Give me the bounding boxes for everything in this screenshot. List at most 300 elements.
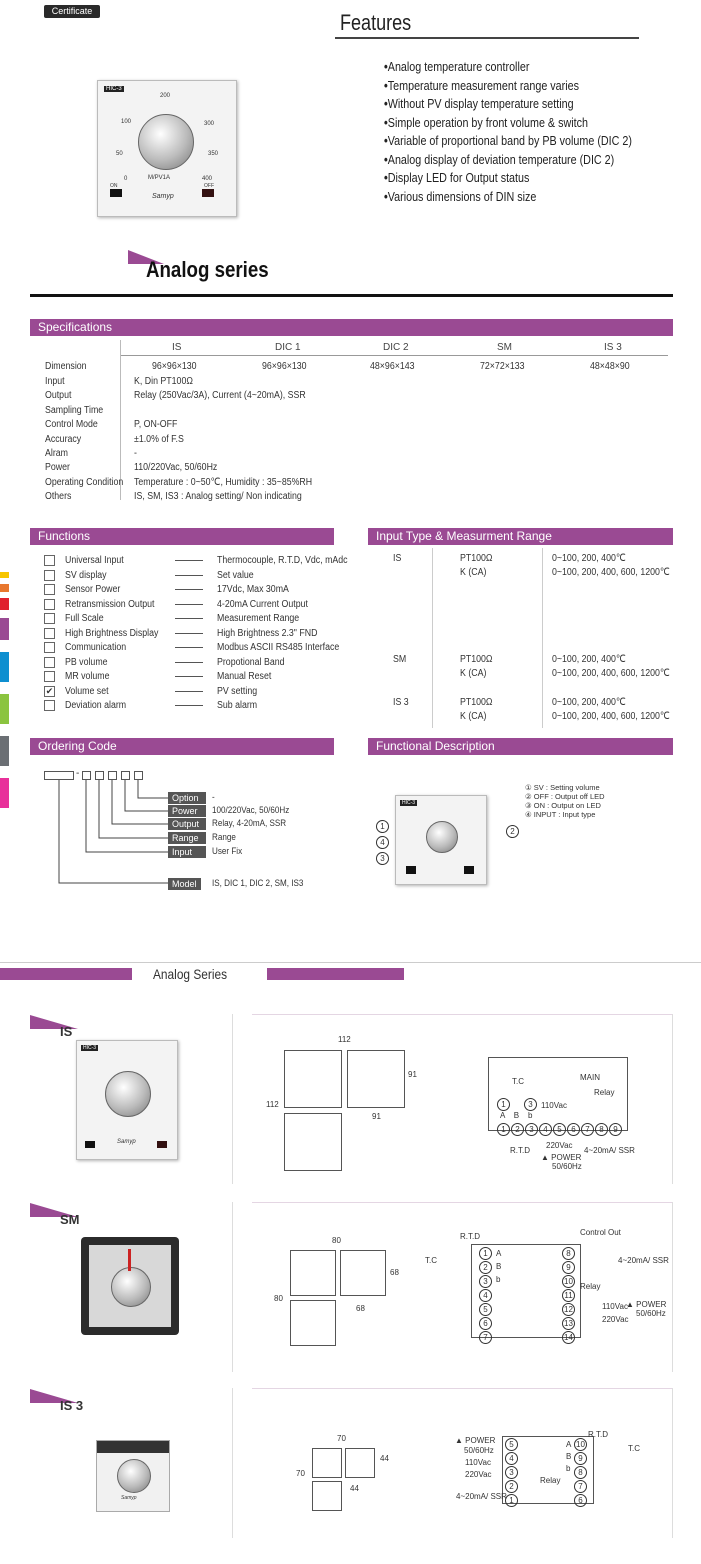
model-sm-section bbox=[0, 1188, 701, 1378]
function-dash bbox=[175, 604, 203, 605]
dim-box bbox=[345, 1448, 375, 1478]
function-checkbox[interactable] bbox=[44, 570, 55, 581]
function-name: Retransmission Output bbox=[65, 598, 155, 610]
scale-label: 400 bbox=[202, 176, 213, 182]
analog-series-bar-right bbox=[267, 968, 404, 980]
wiring-terminal: 2 bbox=[511, 1123, 524, 1136]
feature-item: • Analog temperature controller bbox=[384, 58, 632, 77]
scale-label: 100 bbox=[121, 119, 132, 125]
features-divider bbox=[335, 37, 639, 39]
spec-dim: 96×96×130 bbox=[262, 361, 307, 372]
function-checkbox[interactable] bbox=[44, 628, 55, 639]
setting-knob[interactable] bbox=[138, 114, 194, 170]
functional-device bbox=[395, 795, 487, 885]
led-on bbox=[406, 866, 416, 874]
strip-purple bbox=[0, 618, 9, 640]
ordering-desc: Range bbox=[212, 832, 236, 842]
note: ② OFF : Output off LED bbox=[525, 792, 605, 801]
spec-label: Input bbox=[45, 376, 65, 387]
input-type: K (CA) bbox=[460, 567, 487, 578]
function-name: Sensor Power bbox=[65, 584, 121, 596]
wiring-110: 110Vac bbox=[541, 1101, 567, 1110]
wiring-tc: T.C bbox=[512, 1077, 524, 1086]
wiring-terminal: 1 bbox=[505, 1494, 518, 1507]
ordering-header: Ordering Code bbox=[30, 738, 334, 755]
input-type: PT100Ω bbox=[460, 553, 493, 564]
wiring-terminal: 2 bbox=[479, 1261, 492, 1274]
spec-col-head: SM bbox=[497, 342, 512, 353]
wiring-terminal: 3 bbox=[524, 1098, 537, 1111]
dim-box bbox=[347, 1050, 405, 1108]
code-dash: - bbox=[76, 768, 80, 779]
scale-label: 350 bbox=[208, 151, 219, 157]
strip-green bbox=[0, 694, 9, 724]
spec-value: 110/220Vac, 50/60Hz bbox=[134, 462, 218, 474]
function-desc: High Brightness 2.3" FND bbox=[217, 627, 318, 639]
spec-col-head: DIC 1 bbox=[275, 342, 301, 353]
wiring-rtd: R.T.D bbox=[510, 1146, 530, 1155]
wiring-rtd: R.T.D bbox=[460, 1232, 480, 1241]
spec-col-head: IS 3 bbox=[604, 342, 622, 353]
led-on-label: ON bbox=[110, 183, 118, 189]
wiring-terminal: 3 bbox=[479, 1275, 492, 1288]
wiring-a: A bbox=[496, 1249, 502, 1258]
wiring-rtd: R.T.D bbox=[588, 1430, 608, 1439]
function-desc: 17Vdc, Max 30mA bbox=[217, 584, 289, 596]
wiring-terminal: 14 bbox=[562, 1331, 575, 1344]
ordering-desc: - bbox=[212, 792, 215, 802]
dim-top: 80 bbox=[332, 1236, 341, 1245]
dim-bottom: 91 bbox=[372, 1112, 381, 1121]
wiring-terminal: 1 bbox=[497, 1123, 510, 1136]
dim-box bbox=[284, 1050, 342, 1108]
wiring-terminal: 4 bbox=[539, 1123, 552, 1136]
wiring-terminal: 7 bbox=[574, 1480, 587, 1493]
function-checkbox[interactable] bbox=[44, 584, 55, 595]
wiring-left-terminals bbox=[479, 1247, 493, 1345]
setting-knob[interactable] bbox=[111, 1267, 151, 1307]
strip-gray bbox=[0, 736, 9, 766]
wiring-relay: Relay bbox=[540, 1476, 561, 1485]
wiring-control: Control Out bbox=[580, 1228, 621, 1237]
model-badge: HIC-3 bbox=[83, 1045, 97, 1051]
function-row bbox=[44, 642, 344, 657]
panel-rule bbox=[672, 1202, 673, 1372]
scale-label: 0 bbox=[124, 176, 128, 182]
spec-value: Relay (250Vac/3A), Current (4~20mA), SSR bbox=[134, 390, 306, 402]
wiring-power: ▲ POWER bbox=[541, 1153, 582, 1162]
function-dash bbox=[175, 589, 203, 590]
ordering-tag: Input bbox=[168, 846, 206, 858]
function-checkbox[interactable] bbox=[44, 700, 55, 711]
wiring-main: MAIN bbox=[580, 1073, 600, 1082]
function-desc: 4-20mA Current Output bbox=[217, 598, 308, 610]
function-desc: Propotional Band bbox=[217, 656, 285, 668]
power-label: POWER bbox=[465, 1436, 496, 1445]
spec-col-head: DIC 2 bbox=[383, 342, 409, 353]
product-image-sm bbox=[81, 1237, 179, 1335]
setting-knob[interactable] bbox=[117, 1459, 151, 1493]
function-name: Communication bbox=[65, 642, 127, 654]
callout-2: 2 bbox=[506, 825, 519, 838]
ordering-model-desc: IS, DIC 1, DIC 2, SM, IS3 bbox=[212, 878, 304, 888]
wiring-220: 220Vac bbox=[602, 1315, 629, 1324]
product-image-main bbox=[97, 80, 237, 217]
page-break-rule bbox=[0, 962, 701, 963]
function-desc: Measurement Range bbox=[217, 613, 300, 625]
function-checkbox[interactable] bbox=[44, 599, 55, 610]
feature-item: • Variable of proportional band by PB volume (DIC 2) bbox=[384, 132, 632, 151]
feature-item: • Various dimensions of DIN size bbox=[384, 188, 632, 207]
pointer bbox=[128, 1249, 131, 1271]
function-dash bbox=[175, 691, 203, 692]
wiring-b: B bbox=[566, 1452, 572, 1461]
spec-value: P, ON-OFF bbox=[134, 419, 178, 431]
feature-item: • Temperature measurement range varies bbox=[384, 77, 632, 96]
model-name: SM bbox=[60, 1212, 80, 1227]
function-row bbox=[44, 628, 344, 643]
dim-box bbox=[340, 1250, 386, 1296]
function-name: Universal Input bbox=[65, 555, 124, 567]
function-row bbox=[44, 700, 344, 715]
callout-1: 1 bbox=[376, 820, 389, 833]
spec-header-rule bbox=[120, 355, 668, 356]
function-row bbox=[44, 671, 344, 686]
function-checkbox[interactable] bbox=[44, 555, 55, 566]
panel-rule bbox=[232, 1014, 233, 1184]
certificate-badge[interactable]: Certificate bbox=[44, 5, 100, 18]
wiring-right-terminals bbox=[562, 1247, 576, 1345]
led-off bbox=[157, 1141, 167, 1148]
model-name: IS bbox=[60, 1024, 73, 1039]
wiring-terminal: 5 bbox=[505, 1438, 518, 1451]
wiring-terminal: 8 bbox=[595, 1123, 608, 1136]
panel-rule bbox=[252, 1202, 672, 1203]
wiring-tc: T.C bbox=[425, 1256, 437, 1265]
ordering-lines bbox=[40, 768, 180, 893]
is3-top bbox=[97, 1441, 169, 1453]
ordering-diagram bbox=[40, 768, 340, 898]
input-type: PT100Ω bbox=[460, 697, 493, 708]
brand-logo: Samyp bbox=[121, 1495, 137, 1501]
product-image-is3 bbox=[96, 1440, 170, 1512]
spec-dim: 48×48×90 bbox=[590, 361, 630, 372]
brand-logo: Samyp bbox=[152, 193, 174, 200]
dim-box bbox=[290, 1300, 336, 1346]
strip-blue bbox=[0, 652, 9, 682]
wiring-a: A bbox=[566, 1440, 572, 1449]
led-on bbox=[85, 1141, 95, 1148]
function-dash bbox=[175, 560, 203, 561]
function-row bbox=[44, 686, 344, 701]
side-color-strip bbox=[0, 572, 9, 827]
function-name: PB volume bbox=[65, 656, 108, 668]
function-row bbox=[44, 584, 344, 599]
wiring-terminal: 1 bbox=[497, 1098, 510, 1111]
wiring-ma: 4~20mA/ SSR bbox=[584, 1146, 635, 1155]
spec-label: Alram bbox=[45, 448, 68, 459]
input-type: PT100Ω bbox=[460, 654, 493, 665]
model-name: IS 3 bbox=[60, 1398, 84, 1413]
dim-right: 68 bbox=[390, 1268, 399, 1277]
wiring-terminal: 6 bbox=[574, 1494, 587, 1507]
ordering-desc: Relay, 4-20mA, SSR bbox=[212, 818, 287, 828]
functions-list bbox=[44, 555, 348, 715]
function-row bbox=[44, 570, 344, 585]
wiring-b: B bbox=[496, 1262, 502, 1271]
wiring-terminal: 5 bbox=[479, 1303, 492, 1316]
input-col-rule bbox=[542, 548, 543, 728]
brand-logo: Samyp bbox=[117, 1139, 136, 1145]
wiring-terminal: 11 bbox=[562, 1289, 575, 1302]
function-row bbox=[44, 613, 344, 628]
input-col-rule bbox=[432, 548, 433, 728]
wiring-ma: 4~20mA/ SSR bbox=[456, 1492, 507, 1501]
function-desc: Manual Reset bbox=[217, 671, 272, 683]
wiring-110: 110Vac bbox=[602, 1302, 628, 1311]
wiring-hz: 50/60Hz bbox=[552, 1162, 582, 1171]
wiring-terminal: 9 bbox=[609, 1123, 622, 1136]
wiring-terminal: 9 bbox=[562, 1261, 575, 1274]
spec-value: - bbox=[134, 448, 137, 459]
dim-top: 70 bbox=[337, 1434, 346, 1443]
spec-label: Output bbox=[45, 390, 72, 402]
section-divider bbox=[30, 294, 673, 297]
wiring-tc: T.C bbox=[628, 1444, 640, 1453]
function-name: High Brightness Display bbox=[65, 627, 159, 639]
wiring-terminal: 1 bbox=[479, 1247, 492, 1260]
features-list bbox=[384, 58, 672, 206]
spec-value: IS, SM, IS3 : Analog setting/ Non indicating bbox=[134, 491, 302, 503]
wiring-terminal: 13 bbox=[562, 1317, 575, 1330]
ordering-desc: User Fix bbox=[212, 846, 243, 856]
spec-label: Sampling Time bbox=[45, 404, 104, 416]
device-mark: M/PV1A bbox=[148, 175, 171, 181]
panel-rule bbox=[232, 1202, 233, 1372]
led-on bbox=[110, 189, 122, 197]
dim-top: 112 bbox=[338, 1035, 351, 1044]
callout-3: 3 bbox=[376, 852, 389, 865]
input-range: 0~100, 200, 400℃ bbox=[552, 697, 626, 708]
functions-header: Functions bbox=[30, 528, 334, 545]
wiring-terminal: 3 bbox=[525, 1123, 538, 1136]
note: ④ INPUT : Input type bbox=[525, 810, 596, 819]
wiring-terminal: 7 bbox=[479, 1331, 492, 1344]
scale-label: 200 bbox=[160, 93, 171, 99]
input-range: 0~100, 200, 400, 600, 1200℃ bbox=[552, 567, 670, 578]
spec-value: K, Din PT100Ω bbox=[134, 376, 193, 387]
function-dash bbox=[175, 662, 203, 663]
setting-knob[interactable] bbox=[105, 1071, 151, 1117]
spec-label: Operating Condition bbox=[45, 476, 124, 488]
led-off-label: OFF bbox=[204, 183, 214, 189]
function-dash bbox=[175, 647, 203, 648]
strip-red bbox=[0, 598, 9, 610]
feature-item: • Analog display of deviation temperature (DIC 2) bbox=[384, 151, 632, 170]
features-title: Features bbox=[340, 10, 412, 35]
spec-value: ±1.0% of F.S bbox=[134, 433, 184, 445]
functional-notes bbox=[525, 783, 605, 819]
power-label: POWER bbox=[551, 1153, 582, 1162]
panel-rule bbox=[252, 1014, 672, 1015]
spec-dim: 96×96×130 bbox=[152, 361, 197, 372]
spec-label: Others bbox=[45, 491, 72, 503]
wiring-ma: 4~20mA/ SSR bbox=[618, 1256, 669, 1265]
wiring-terminal: 10 bbox=[562, 1275, 575, 1288]
spec-label: Power bbox=[45, 462, 70, 474]
function-desc: Modbus ASCII RS485 Interface bbox=[217, 642, 340, 654]
wiring-hz: 50/60Hz bbox=[464, 1446, 494, 1455]
function-desc: Thermocouple, R.T.D, Vdc, mAdc bbox=[217, 555, 348, 567]
wiring-hz: 50/60Hz bbox=[636, 1309, 666, 1318]
ordering-tag: Range bbox=[168, 832, 206, 844]
analog-series-bar-left bbox=[0, 968, 132, 980]
analog-series-title: Analog Series bbox=[153, 966, 228, 982]
power-label: POWER bbox=[636, 1300, 667, 1309]
input-model: IS 3 bbox=[393, 697, 409, 708]
dim-right: 91 bbox=[408, 1070, 417, 1079]
function-checkbox[interactable] bbox=[44, 671, 55, 682]
function-checkbox[interactable]: ✔ bbox=[45, 685, 54, 696]
feature-item: • Display LED for Output status bbox=[384, 169, 632, 188]
wiring-power: ▲ POWER bbox=[455, 1436, 496, 1445]
ordering-model-tag: Model bbox=[168, 878, 201, 890]
panel-rule bbox=[232, 1388, 233, 1538]
spec-label: Accuracy bbox=[45, 433, 82, 445]
note: ③ ON : Output on LED bbox=[525, 801, 601, 810]
wiring-terminal: 8 bbox=[574, 1466, 587, 1479]
dim-box bbox=[290, 1250, 336, 1296]
dim-bottom: 68 bbox=[356, 1304, 365, 1313]
input-type: K (CA) bbox=[460, 668, 487, 679]
dim-left: 112 bbox=[266, 1100, 279, 1109]
specifications-header: Specifications bbox=[30, 319, 673, 336]
dim-left: 80 bbox=[274, 1294, 283, 1303]
callout-4: 4 bbox=[376, 836, 389, 849]
dim-box bbox=[284, 1113, 342, 1171]
wiring-terminal: 4 bbox=[505, 1452, 518, 1465]
panel-rule bbox=[252, 1388, 672, 1389]
input-range: 0~100, 200, 400, 600, 1200℃ bbox=[552, 668, 670, 679]
wiring-terminal: 2 bbox=[505, 1480, 518, 1493]
function-name: MR volume bbox=[65, 671, 110, 683]
model-is3-section bbox=[0, 1374, 701, 1564]
ordering-tag: Option bbox=[168, 792, 206, 804]
panel-rule bbox=[672, 1014, 673, 1184]
wiring-terminal: 10 bbox=[574, 1438, 587, 1451]
wiring-220: 220Vac bbox=[465, 1470, 492, 1479]
scale-label: 300 bbox=[204, 121, 215, 127]
input-model: IS bbox=[393, 553, 402, 564]
spec-value: Temperature : 0~50℃, Humidity : 35~85%RH bbox=[134, 476, 313, 488]
setting-knob[interactable] bbox=[426, 821, 458, 853]
dim-box bbox=[312, 1481, 342, 1511]
functional-description-header: Functional Description bbox=[368, 738, 673, 755]
dim-box bbox=[312, 1448, 342, 1478]
wiring-terminal: 12 bbox=[562, 1303, 575, 1316]
series-title: Analog series bbox=[146, 257, 269, 282]
strip-orange bbox=[0, 584, 9, 592]
led-off bbox=[202, 189, 214, 197]
input-type: K (CA) bbox=[460, 711, 487, 722]
function-dash bbox=[175, 575, 203, 576]
function-name: SV display bbox=[65, 569, 107, 581]
model-badge: HIC-3 bbox=[106, 86, 122, 92]
function-desc: PV setting bbox=[217, 685, 258, 697]
function-desc: Set value bbox=[217, 569, 254, 581]
feature-item: • Without PV display temperature setting bbox=[384, 95, 632, 114]
wiring-220: 220Vac bbox=[546, 1141, 573, 1150]
function-checkbox[interactable] bbox=[44, 642, 55, 653]
led-off bbox=[464, 866, 474, 874]
function-dash bbox=[175, 705, 203, 706]
function-checkbox[interactable] bbox=[44, 657, 55, 668]
wiring-relay: Relay bbox=[580, 1282, 601, 1291]
spec-label: Dimension bbox=[45, 361, 87, 372]
function-name: Volume set bbox=[65, 685, 109, 697]
wiring-abb: A B b bbox=[500, 1111, 533, 1120]
wiring-power: ▲ POWER bbox=[626, 1300, 667, 1309]
function-checkbox[interactable] bbox=[44, 613, 55, 624]
wiring-terminals bbox=[497, 1119, 623, 1137]
input-range: 0~100, 200, 400℃ bbox=[552, 654, 626, 665]
input-model: SM bbox=[393, 654, 407, 665]
wiring-terminal: 3 bbox=[505, 1466, 518, 1479]
input-type-header: Input Type & Measurment Range bbox=[368, 528, 673, 545]
dim-bottom: 44 bbox=[350, 1484, 359, 1493]
function-row bbox=[44, 599, 344, 614]
wiring-terminal: 6 bbox=[567, 1123, 580, 1136]
spec-label: Control Mode bbox=[45, 419, 98, 431]
spec-dim: 72×72×133 bbox=[480, 361, 525, 372]
strip-yellow bbox=[0, 572, 9, 578]
spec-col-head: IS bbox=[172, 342, 182, 353]
scale-label: 50 bbox=[116, 151, 123, 157]
function-row bbox=[44, 657, 344, 672]
input-range: 0~100, 200, 400℃ bbox=[552, 553, 626, 564]
function-dash bbox=[175, 618, 203, 619]
wiring-terminal: 4 bbox=[479, 1289, 492, 1302]
model-is-section bbox=[0, 1000, 701, 1190]
function-row bbox=[44, 555, 348, 570]
wiring-110: 110Vac bbox=[465, 1458, 491, 1467]
dim-right: 44 bbox=[380, 1454, 389, 1463]
wiring-terminal: 6 bbox=[479, 1317, 492, 1330]
product-image-is bbox=[76, 1040, 178, 1160]
wiring-terminal: 9 bbox=[574, 1452, 587, 1465]
function-dash bbox=[175, 633, 203, 634]
ordering-tag: Output bbox=[168, 818, 206, 830]
function-name: Full Scale bbox=[65, 613, 104, 625]
input-range: 0~100, 200, 400, 600, 1200℃ bbox=[552, 711, 670, 722]
spec-dim: 48×96×143 bbox=[370, 361, 415, 372]
panel-rule bbox=[672, 1388, 673, 1538]
ordering-tag: Power bbox=[168, 805, 206, 817]
strip-pink bbox=[0, 778, 9, 808]
wiring-terminal: 8 bbox=[562, 1247, 575, 1260]
wiring-terminal: 7 bbox=[581, 1123, 594, 1136]
feature-item: • Simple operation by front volume & switch bbox=[384, 114, 632, 133]
function-dash bbox=[175, 676, 203, 677]
wiring-left-terminals bbox=[505, 1438, 519, 1508]
wiring-terminal: 5 bbox=[553, 1123, 566, 1136]
function-desc: Sub alarm bbox=[217, 700, 258, 712]
wiring-b-small: b bbox=[566, 1464, 571, 1473]
ordering-desc: 100/220Vac, 50/60Hz bbox=[212, 805, 290, 815]
dim-left: 70 bbox=[296, 1469, 305, 1478]
wiring-relay: Relay bbox=[594, 1088, 615, 1097]
function-name: Deviation alarm bbox=[65, 700, 127, 712]
